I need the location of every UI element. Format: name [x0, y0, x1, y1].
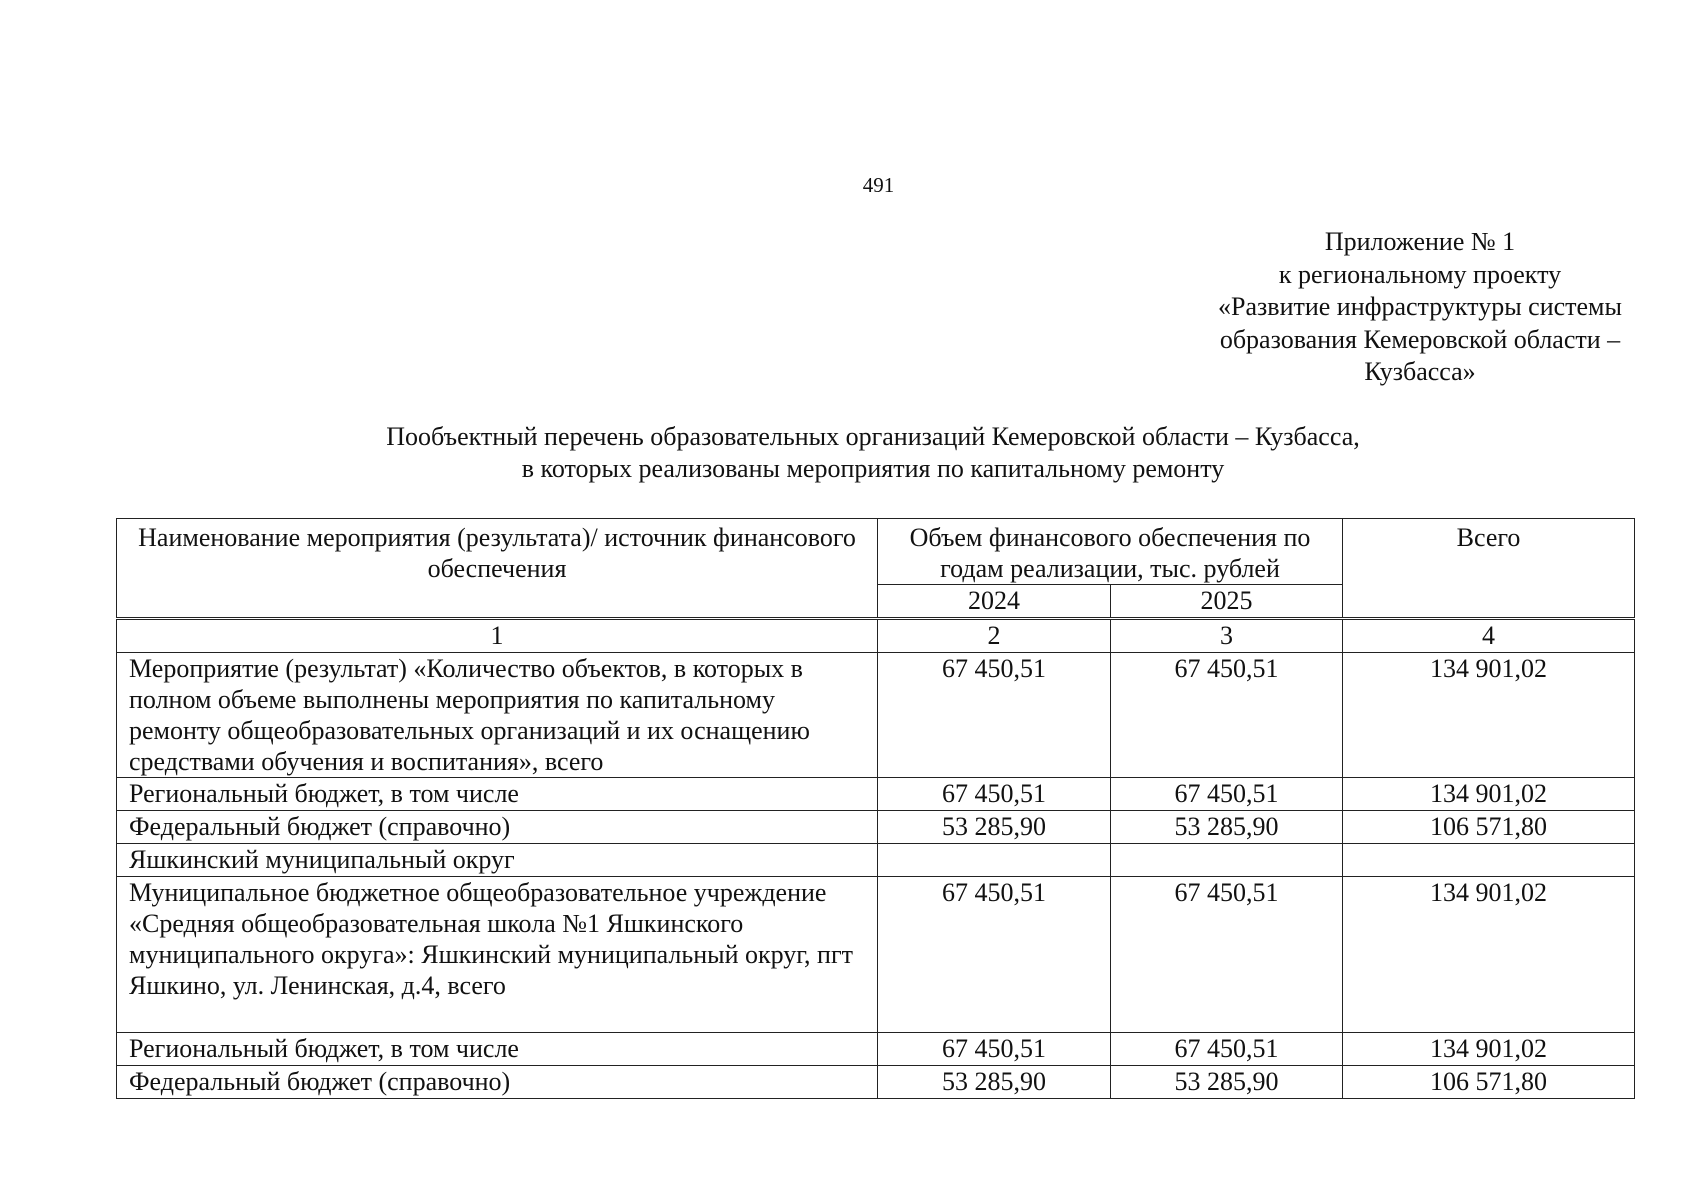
appendix-line: Приложение № 1 — [1324, 227, 1516, 256]
row-2025-cell: 67 450,51 — [1111, 877, 1343, 1033]
row-total-cell: 134 901,02 — [1343, 1033, 1635, 1066]
row-2024-cell: 67 450,51 — [878, 877, 1111, 1033]
table-row — [117, 653, 1635, 778]
title-line: Пообъектный перечень образовательных организаций Кемеровской области – Кузбасса, — [386, 422, 1360, 451]
column-numbers-row — [117, 619, 1635, 653]
row-2025-cell: 67 450,51 — [1111, 653, 1343, 778]
row-2025-cell: 67 450,51 — [1111, 1033, 1343, 1066]
header-name-cell: Наименование мероприятия (результата)/ источник финансового обеспечения — [117, 519, 878, 619]
column-number: 3 — [1111, 619, 1343, 653]
table-row — [117, 877, 1635, 1033]
table-row — [117, 811, 1635, 844]
row-total-cell: 134 901,02 — [1343, 653, 1635, 778]
row-2025-cell: 53 285,90 — [1111, 811, 1343, 844]
header-total-cell: Всего — [1343, 519, 1635, 619]
title-line: в которых реализованы мероприятия по капитальному ремонту — [521, 454, 1225, 483]
row-2025-cell: 53 285,90 — [1111, 1066, 1343, 1099]
table-row — [117, 844, 1635, 877]
row-name-cell: Муниципальное бюджетное общеобразовательное учреждение «Средняя общеобразовательная школа №1 Яшкинского муниципального округа»: Яшкинский муниципальный округ, пгт Яшкино, ул. Ленинская, д.4, всего — [117, 877, 878, 1033]
header-year-2024: 2024 — [878, 585, 1111, 619]
row-2024-cell: 67 450,51 — [878, 1033, 1111, 1066]
appendix-line: Кузбасса» — [1364, 357, 1476, 386]
row-2024-cell: 53 285,90 — [878, 1066, 1111, 1099]
row-name-cell: Региональный бюджет, в том числе — [117, 1033, 878, 1066]
row-2024-cell: 53 285,90 — [878, 811, 1111, 844]
row-total-cell: 106 571,80 — [1343, 1066, 1635, 1099]
row-name-cell: Мероприятие (результат) «Количество объектов, в которых в полном объеме выполнены мероприятия по капитальному ремонту общеобразовательных организаций и их оснащению средствами обучения и воспитания», всего — [117, 653, 878, 778]
row-name-cell: Федеральный бюджет (справочно) — [117, 1066, 878, 1099]
row-total-cell: 134 901,02 — [1343, 778, 1635, 811]
page-number: 491 — [862, 173, 895, 197]
header-volume-cell: Объем финансового обеспечения по годам реализации, тыс. рублей — [878, 519, 1343, 585]
row-name-cell: Региональный бюджет, в том числе — [117, 778, 878, 811]
table-row — [117, 1033, 1635, 1066]
row-total-cell — [1343, 844, 1635, 877]
row-name-cell: Яшкинский муниципальный округ — [117, 844, 878, 877]
row-total-cell: 134 901,02 — [1343, 877, 1635, 1033]
row-2025-cell — [1111, 844, 1343, 877]
column-number: 2 — [878, 619, 1111, 653]
row-2024-cell: 67 450,51 — [878, 653, 1111, 778]
financing-table — [116, 518, 1635, 1099]
table-row — [117, 778, 1635, 811]
column-number: 4 — [1343, 619, 1635, 653]
appendix-line: образования Кемеровской области – — [1219, 324, 1621, 354]
document-title — [108, 421, 1638, 485]
appendix-line: к региональному проекту — [1278, 259, 1562, 289]
row-name-cell: Федеральный бюджет (справочно) — [117, 811, 878, 844]
table-header-row — [117, 519, 1635, 585]
row-2024-cell — [878, 844, 1111, 877]
row-2024-cell: 67 450,51 — [878, 778, 1111, 811]
header-year-2025: 2025 — [1111, 585, 1343, 619]
row-total-cell: 106 571,80 — [1343, 811, 1635, 844]
row-2025-cell: 67 450,51 — [1111, 778, 1343, 811]
appendix-block — [1170, 226, 1670, 389]
column-number: 1 — [117, 619, 878, 653]
table-row — [117, 1066, 1635, 1099]
appendix-line: «Развитие инфраструктуры системы — [1218, 292, 1622, 321]
